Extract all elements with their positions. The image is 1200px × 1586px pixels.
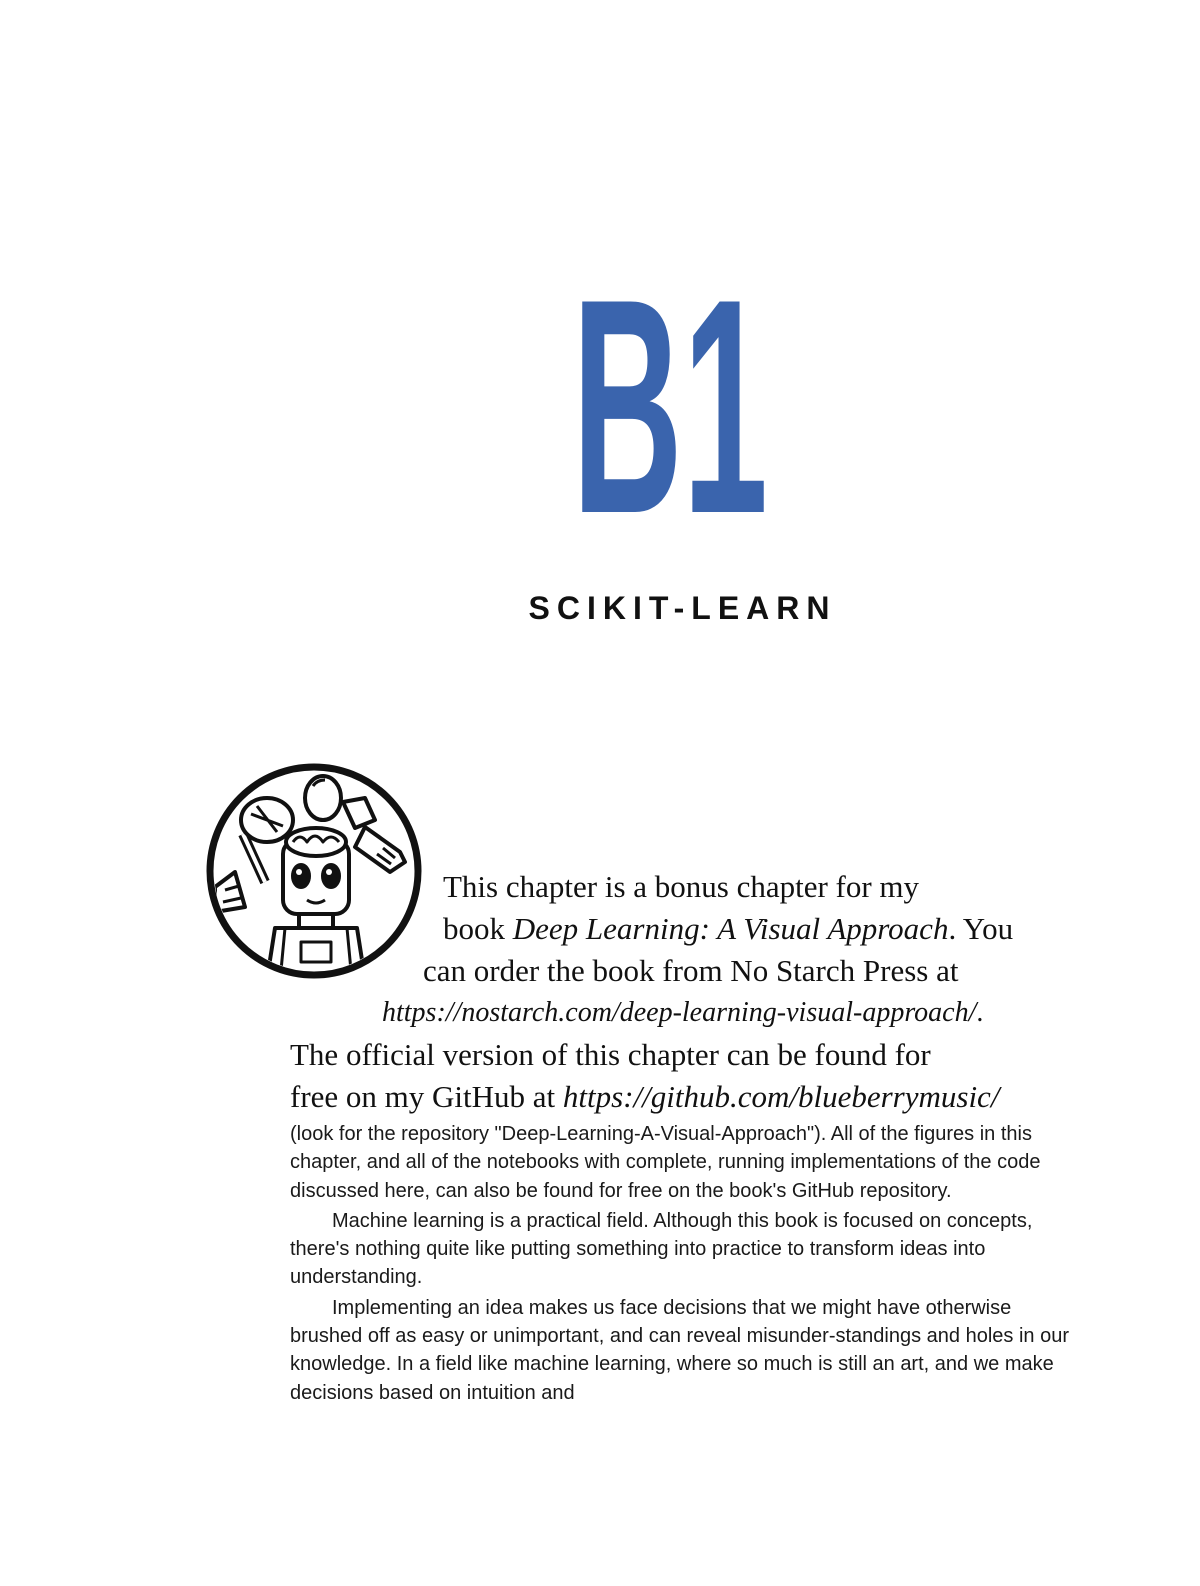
intro-line-2 xyxy=(443,908,1013,950)
intro-line-6-pre: free on my GitHub at xyxy=(290,1079,563,1114)
intro-line-4-post: . xyxy=(976,997,984,1028)
intro-line-4 xyxy=(382,992,983,1034)
intro-line-6 xyxy=(290,1076,999,1118)
body-paragraph-1: (look for the repository "Deep-Learning-A-Visual-Approach"). All of the figures in this chapter, and all of the notebooks with complete, running implementations of the code discussed here, can also be found for free on the book's GitHub repository. xyxy=(290,1123,1041,1202)
body-text xyxy=(290,1120,1080,1407)
github-link[interactable]: https://github.com/blueberrymusic/ xyxy=(562,1079,1000,1114)
book-title: Deep Learning: A Visual Approach xyxy=(512,911,949,946)
intro-line-2-pre: book xyxy=(443,911,513,946)
chapter-number-graphic xyxy=(560,235,780,577)
chapter-title: SCIKIT-LEARN xyxy=(528,590,837,626)
intro-line-5: The official version of this chapter can be found for xyxy=(290,1037,931,1072)
body-paragraph-2: Machine learning is a practical field. Although this book is focused on concepts, there's nothing quite like putting something into practice to transform ideas into understanding. xyxy=(290,1209,1033,1289)
intro-line-3: can order the book from No Starch Press at xyxy=(423,953,959,988)
chapter-number xyxy=(560,235,780,577)
robot-mascot-icon xyxy=(205,762,423,980)
nostarch-link[interactable]: https://nostarch.com/deep-learning-visual-approach/ xyxy=(382,997,977,1028)
intro-line-1: This chapter is a bonus chapter for my xyxy=(443,869,920,904)
intro-line-2-post: . You xyxy=(948,911,1014,946)
chapter-number-text: B1 xyxy=(572,235,768,577)
body-paragraph-3: Implementing an idea makes us face decisions that we might have otherwise brushed off as easy or unimportant, and can reveal misunder-standings and holes in our knowledge. In a field like machine learning, where so much is still an art, and we make decisions based on intuition and xyxy=(290,1296,1069,1404)
